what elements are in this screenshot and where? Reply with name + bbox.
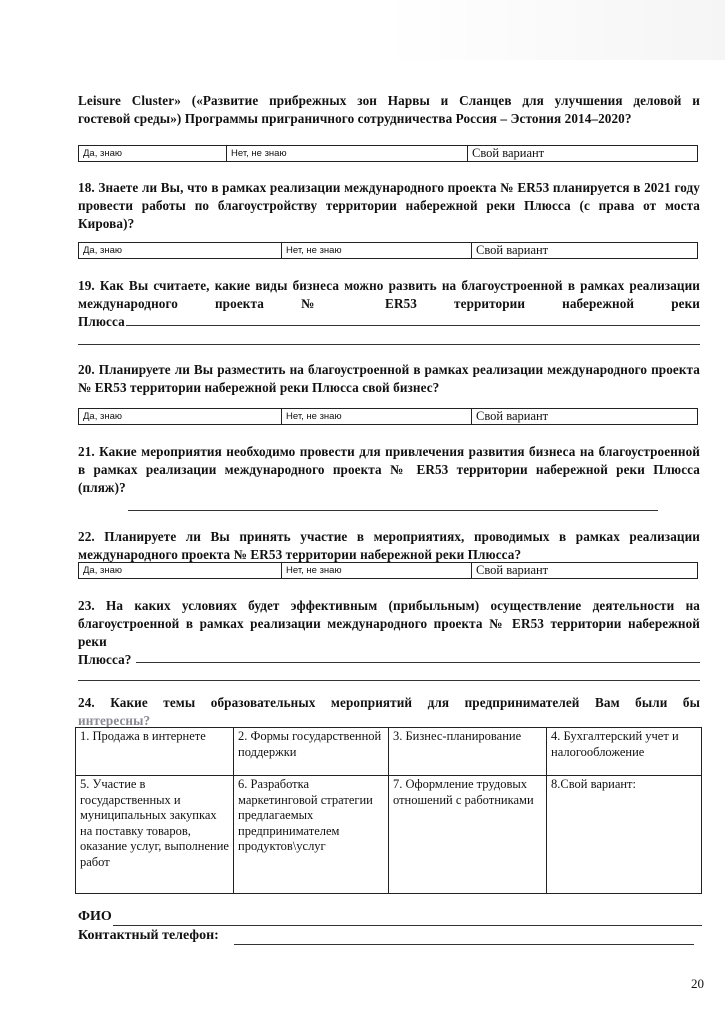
- answer-table-22: [78, 562, 698, 579]
- question-21-text: 21. Какие мероприятия необходимо провести для привлечения развития бизнеса на благоустроенной в рамках реализации международного проекта № ER53 территории набережной реки Плюсса: [78, 444, 700, 477]
- answer-line-23a[interactable]: [136, 662, 700, 663]
- topic-option-1[interactable]: 1. Продажа в интернете: [76, 728, 234, 776]
- phone-input-line[interactable]: [234, 944, 694, 945]
- answer-line-19a[interactable]: [126, 325, 700, 326]
- answer-no[interactable]: Нет, не знаю: [282, 409, 472, 425]
- answer-yes[interactable]: Да, знаю: [79, 146, 227, 162]
- question-18: 18. Знаете ли Вы, что в рамках реализации международного проекта № ER53 планируется в 2021 году провести работы по благоустройству территории набережной реки Плюсса (с права от моста Кирова)?: [78, 180, 700, 231]
- answer-table-18: [78, 242, 698, 259]
- question-17-tail: [78, 92, 700, 128]
- question-19-text: 19. Как Вы считаете, какие виды бизнеса можно развить на благоустроенной в рамках реализации международного проекта № ER53 территории набережной реки: [78, 278, 700, 311]
- question-23-text: 23. На каких условиях будет эффективным (прибыльным) осуществление деятельности на благоустроенной в рамках реализации международного проекта № ER53 территории набережной реки: [78, 598, 700, 649]
- question-24-text: 24. Какие темы образовательных мероприятий для предпринимателей Вам были бы: [78, 695, 700, 710]
- topic-option-6[interactable]: 6. Разработка маркетинговой стратегии предлагаемых предпринимателем продуктов\услуг: [234, 776, 389, 894]
- question-21-tail: (пляж)?: [78, 480, 126, 495]
- topic-option-5[interactable]: 5. Участие в государственных и муниципальных закупках на поставку товаров, оказание услуг, выполнение работ: [76, 776, 234, 894]
- answer-no[interactable]: Нет, не знаю: [282, 563, 472, 579]
- intro-line-2: гостевой среды») Программы приграничного сотрудничества Россия – Эстония 2014–2020?: [78, 111, 632, 126]
- topic-option-3[interactable]: 3. Бизнес-планирование: [389, 728, 547, 776]
- topic-option-7[interactable]: 7. Оформление трудовых отношений с работниками: [389, 776, 547, 894]
- answer-yes[interactable]: Да, знаю: [79, 243, 282, 259]
- topics-table: [75, 727, 702, 894]
- topic-option-2[interactable]: 2. Формы государственной поддержки: [234, 728, 389, 776]
- topic-option-4[interactable]: 4. Бухгалтерский учет и налогообложение: [547, 728, 702, 776]
- answer-table-17: [78, 145, 698, 162]
- answer-yes[interactable]: Да, знаю: [79, 563, 282, 579]
- answer-own[interactable]: Свой вариант: [472, 563, 698, 579]
- phone-label: Контактный телефон:: [78, 928, 219, 943]
- answer-own[interactable]: Свой вариант: [472, 243, 698, 259]
- scan-shading: [380, 0, 725, 60]
- answer-no[interactable]: Нет, не знаю: [282, 243, 472, 259]
- answer-own[interactable]: Свой вариант: [468, 146, 698, 162]
- answer-line-23b[interactable]: [78, 680, 700, 681]
- question-23: [78, 597, 700, 669]
- answer-line-19b[interactable]: [78, 344, 700, 345]
- question-21: [78, 443, 700, 497]
- answer-line-21[interactable]: [128, 510, 658, 511]
- page-number: 20: [691, 976, 704, 991]
- question-19-tail: Плюсса: [78, 314, 125, 329]
- question-23-tail: Плюсса?: [78, 652, 132, 667]
- fio-label: ФИО: [78, 909, 112, 924]
- intro-line-1: Leisure Cluster» («Развитие прибрежных зон Нарвы и Сланцев для улучшения деловой и: [78, 93, 700, 108]
- question-22: 22. Планируете ли Вы принять участие в мероприятиях, проводимых в рамках реализации международного проекта № ER53 территории набережной реки Плюсса?: [78, 529, 700, 562]
- question-19: [78, 277, 700, 331]
- answer-table-20: [78, 408, 698, 425]
- question-20: 20. Планируете ли Вы разместить на благоустроенной в рамках реализации международного проекта № ER53 территории набережной реки Плюсса свой бизнес?: [78, 362, 700, 395]
- answer-no[interactable]: Нет, не знаю: [227, 146, 468, 162]
- topic-option-8[interactable]: 8.Свой вариант:: [547, 776, 702, 894]
- question-24: [78, 694, 700, 730]
- fio-input-line[interactable]: [113, 925, 702, 926]
- answer-yes[interactable]: Да, знаю: [79, 409, 282, 425]
- question-24-tail: интересны?: [78, 713, 151, 728]
- answer-own[interactable]: Свой вариант: [472, 409, 698, 425]
